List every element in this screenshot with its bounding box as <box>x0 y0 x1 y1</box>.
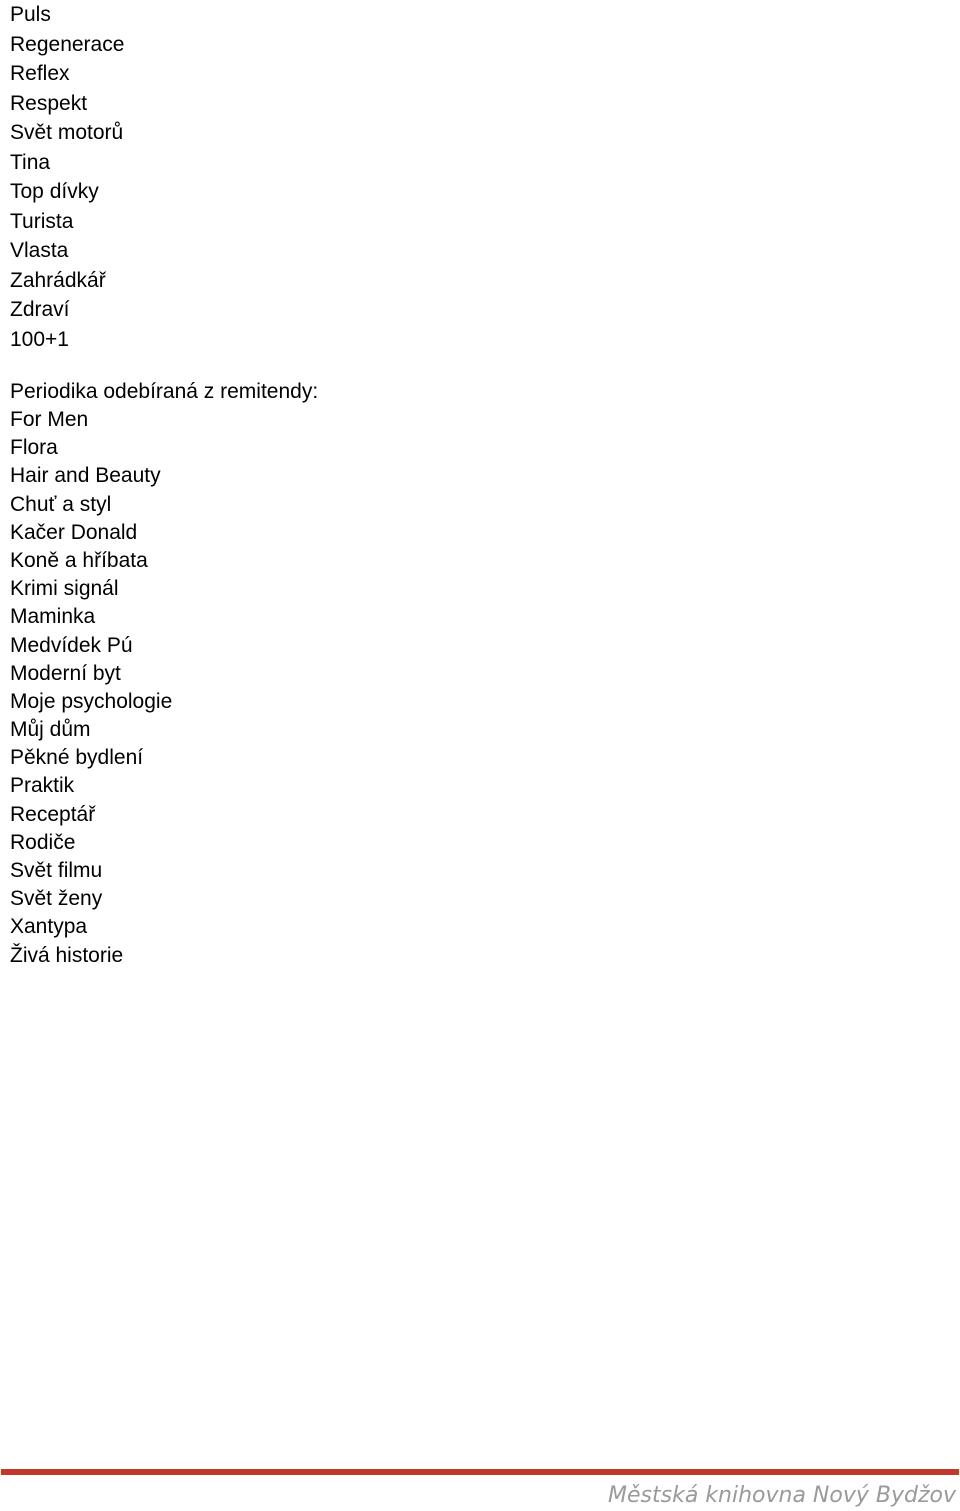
footer-divider <box>1 1469 959 1475</box>
list-item: Moderní byt <box>10 661 121 685</box>
list-item: Maminka <box>10 605 96 629</box>
list-item: Flora <box>10 436 58 460</box>
list-item: Praktik <box>10 774 75 798</box>
list-item: Zahrádkář <box>10 268 106 292</box>
list-item: Svět filmu <box>10 859 103 882</box>
list-item: Medvídek Pú <box>10 633 133 657</box>
list-item: Regenerace <box>10 32 125 56</box>
remitenda-list <box>10 406 172 970</box>
list-item: Živá historie <box>10 943 124 967</box>
list-item: Top dívky <box>10 180 99 203</box>
remitenda-heading: Periodika odebíraná z remitendy: <box>10 380 319 403</box>
list-item: Xantypa <box>10 915 88 939</box>
list-item: Kačer Donald <box>10 520 138 544</box>
list-item: Hair and Beauty <box>10 464 161 488</box>
list-item: Reflex <box>10 62 70 85</box>
list-item: Můj dům <box>10 718 91 742</box>
list-item: Turista <box>10 209 74 233</box>
list-item: Moje psychologie <box>10 689 173 713</box>
list-item: 100+1 <box>10 327 69 351</box>
list-item: Koně a hříbata <box>10 548 148 572</box>
list-item: Tina <box>10 150 51 174</box>
list-item: Svět ženy <box>10 887 103 911</box>
list-item: Respekt <box>10 91 88 115</box>
list-item: Svět motorů <box>10 121 124 144</box>
list-item: Krimi signál <box>10 577 119 601</box>
list-item: Receptář <box>10 802 96 826</box>
list-item: For Men <box>10 408 89 431</box>
list-item: Chuť a styl <box>10 492 112 516</box>
list-item: Rodiče <box>10 830 76 854</box>
list-item: Zdraví <box>10 298 70 321</box>
list-item: Puls <box>10 3 51 26</box>
list-item: Pěkné bydlení <box>10 746 144 770</box>
list-item: Vlasta <box>10 239 69 262</box>
periodicals-list <box>10 0 124 354</box>
footer-library-name: Městská knihovna Nový Bydžov <box>608 1483 956 1508</box>
